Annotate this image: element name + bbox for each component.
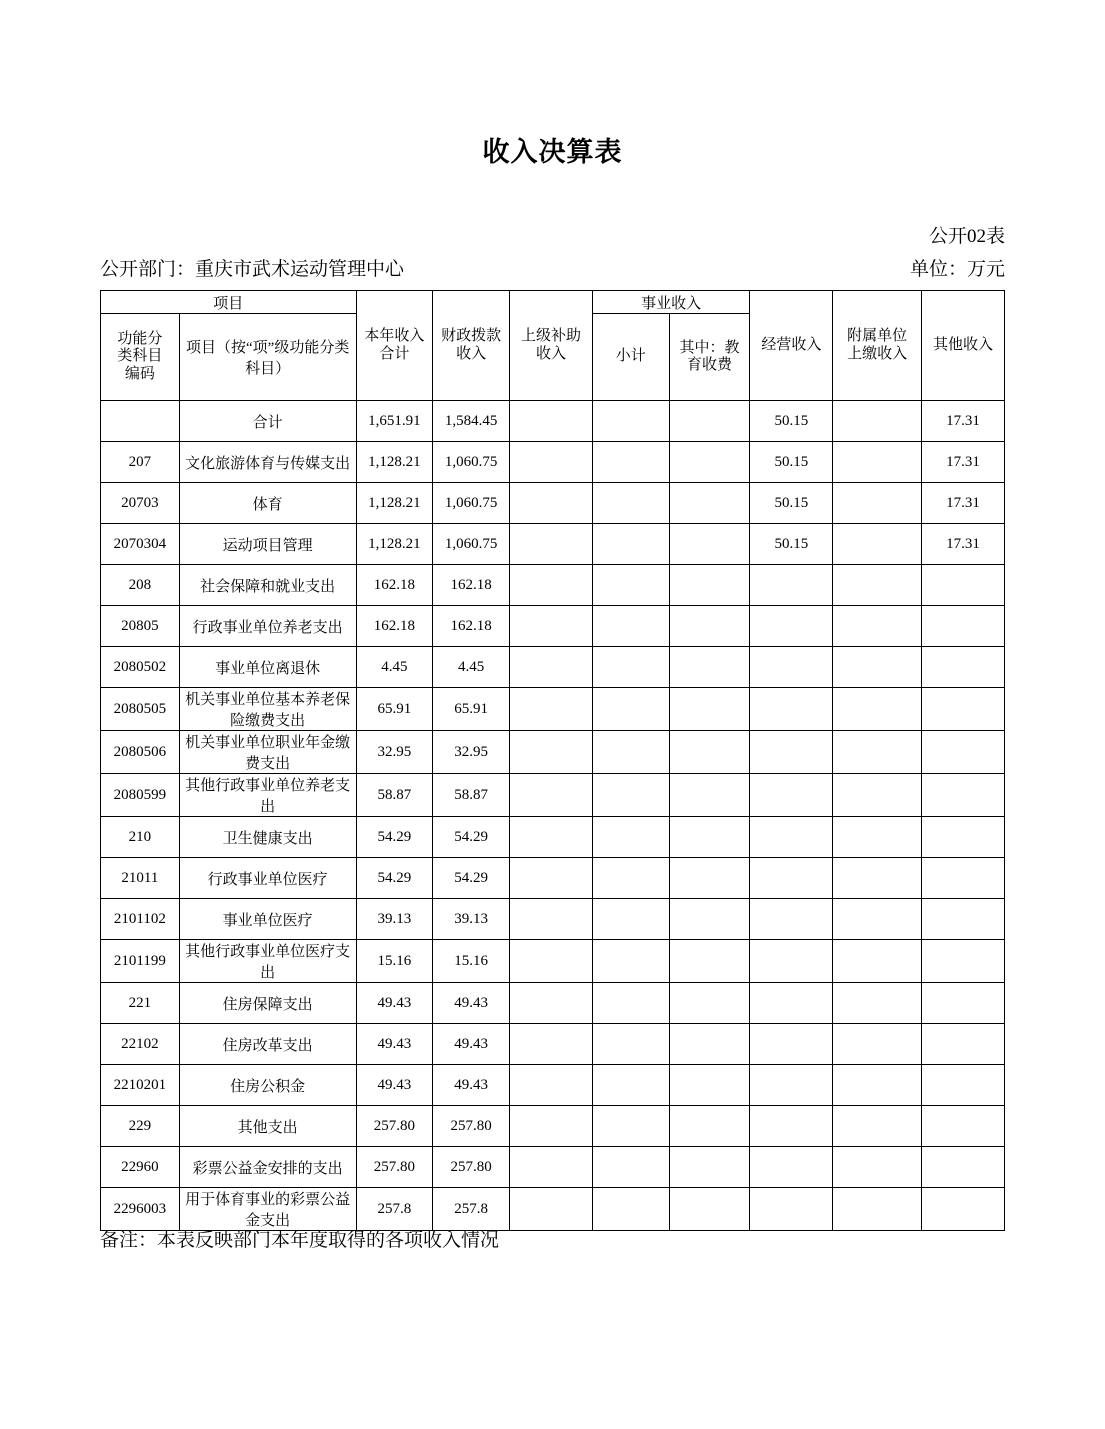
cell-other-income [922, 1065, 1005, 1106]
cell-total-income: 49.43 [356, 983, 433, 1024]
cell-superior-subsidy [510, 565, 593, 606]
table-row [101, 401, 1005, 442]
cell-other-income: 17.31 [922, 524, 1005, 565]
cell-affiliate-payment [833, 565, 922, 606]
table-row [101, 817, 1005, 858]
cell-other-income: 17.31 [922, 483, 1005, 524]
cell-other-income [922, 688, 1005, 731]
table-row [101, 565, 1005, 606]
table-row [101, 731, 1005, 774]
table-row [101, 1106, 1005, 1147]
cell-superior-subsidy [510, 983, 593, 1024]
table-head [101, 291, 1005, 401]
cell-superior-subsidy [510, 524, 593, 565]
header-total-income-line2: 合计 [379, 345, 410, 362]
header-affiliate-line1: 附属单位 [847, 328, 908, 345]
cell-code: 2080599 [101, 774, 180, 817]
cell-fiscal-appropriation: 58.87 [433, 774, 510, 817]
cell-business-income [750, 858, 833, 899]
cell-business-income [750, 1188, 833, 1231]
table-row [101, 983, 1005, 1024]
cell-total-income: 1,128.21 [356, 524, 433, 565]
cell-superior-subsidy [510, 817, 593, 858]
header-fiscal-line2: 收入 [456, 345, 487, 362]
cell-item-name: 彩票公益金安排的支出 [179, 1147, 356, 1188]
cell-code: 2101102 [101, 899, 180, 940]
cell-code: 2080505 [101, 688, 180, 731]
cell-business-income [750, 983, 833, 1024]
cell-superior-subsidy [510, 1024, 593, 1065]
header-superior-subsidy [510, 291, 593, 401]
cell-total-income: 162.18 [356, 606, 433, 647]
cell-code: 2101199 [101, 940, 180, 983]
cell-career-subtotal [592, 524, 669, 565]
cell-item-name: 行政事业单位医疗 [179, 858, 356, 899]
cell-fiscal-appropriation: 49.43 [433, 983, 510, 1024]
table-row [101, 1147, 1005, 1188]
cell-other-income [922, 606, 1005, 647]
cell-edu-fee [669, 401, 750, 442]
cell-edu-fee [669, 774, 750, 817]
cell-career-subtotal [592, 1065, 669, 1106]
cell-total-income: 39.13 [356, 899, 433, 940]
cell-affiliate-payment [833, 1024, 922, 1065]
cell-other-income: 17.31 [922, 401, 1005, 442]
cell-code: 20805 [101, 606, 180, 647]
cell-item-name: 其他支出 [179, 1106, 356, 1147]
cell-affiliate-payment [833, 483, 922, 524]
cell-career-subtotal [592, 774, 669, 817]
table-row [101, 647, 1005, 688]
cell-fiscal-appropriation: 54.29 [433, 817, 510, 858]
cell-affiliate-payment [833, 817, 922, 858]
cell-code: 2080502 [101, 647, 180, 688]
cell-career-subtotal [592, 401, 669, 442]
cell-career-subtotal [592, 731, 669, 774]
cell-total-income: 1,651.91 [356, 401, 433, 442]
cell-total-income: 49.43 [356, 1065, 433, 1106]
cell-superior-subsidy [510, 858, 593, 899]
header-business-income: 经营收入 [750, 291, 833, 401]
cell-other-income [922, 731, 1005, 774]
cell-code: 20703 [101, 483, 180, 524]
cell-other-income [922, 899, 1005, 940]
cell-business-income [750, 1065, 833, 1106]
cell-other-income [922, 983, 1005, 1024]
table-body [101, 401, 1005, 1231]
cell-superior-subsidy [510, 731, 593, 774]
cell-total-income: 257.80 [356, 1106, 433, 1147]
cell-fiscal-appropriation: 1,060.75 [433, 524, 510, 565]
cell-career-subtotal [592, 606, 669, 647]
table-header-group-row [101, 291, 1005, 314]
cell-affiliate-payment [833, 442, 922, 483]
cell-item-name: 运动项目管理 [179, 524, 356, 565]
cell-fiscal-appropriation: 1,060.75 [433, 442, 510, 483]
header-total-income-line1: 本年收入 [364, 328, 425, 345]
cell-item-name: 社会保障和就业支出 [179, 565, 356, 606]
header-edu-fee-line1: 其中：教 [679, 339, 740, 356]
header-function-code-line1: 功能分 [117, 331, 163, 348]
cell-item-name: 文化旅游体育与传媒支出 [179, 442, 356, 483]
cell-superior-subsidy [510, 1106, 593, 1147]
cell-business-income [750, 940, 833, 983]
cell-code: 21011 [101, 858, 180, 899]
form-number: 公开02表 [928, 226, 1005, 247]
cell-superior-subsidy [510, 1065, 593, 1106]
table-row [101, 899, 1005, 940]
cell-edu-fee [669, 1147, 750, 1188]
cell-affiliate-payment [833, 401, 922, 442]
cell-affiliate-payment [833, 774, 922, 817]
cell-career-subtotal [592, 1188, 669, 1231]
cell-edu-fee [669, 731, 750, 774]
cell-code: 2080506 [101, 731, 180, 774]
cell-business-income [750, 1147, 833, 1188]
cell-career-subtotal [592, 688, 669, 731]
cell-total-income: 54.29 [356, 817, 433, 858]
cell-fiscal-appropriation: 49.43 [433, 1065, 510, 1106]
cell-business-income [750, 688, 833, 731]
cell-code: 210 [101, 817, 180, 858]
cell-code: 221 [101, 983, 180, 1024]
cell-total-income: 65.91 [356, 688, 433, 731]
cell-affiliate-payment [833, 940, 922, 983]
header-total-income [356, 291, 433, 401]
cell-item-name: 其他行政事业单位养老支出 [179, 774, 356, 817]
cell-fiscal-appropriation: 15.16 [433, 940, 510, 983]
cell-other-income [922, 1106, 1005, 1147]
cell-affiliate-payment [833, 688, 922, 731]
cell-affiliate-payment [833, 1188, 922, 1231]
cell-edu-fee [669, 940, 750, 983]
cell-other-income: 17.31 [922, 442, 1005, 483]
table-row [101, 1024, 1005, 1065]
cell-total-income: 49.43 [356, 1024, 433, 1065]
cell-total-income: 4.45 [356, 647, 433, 688]
cell-edu-fee [669, 858, 750, 899]
header-career-income-group: 事业收入 [592, 291, 750, 314]
header-superior-line2: 收入 [535, 345, 566, 362]
cell-fiscal-appropriation: 1,060.75 [433, 483, 510, 524]
header-affiliate-payment [833, 291, 922, 401]
cell-business-income [750, 606, 833, 647]
table-row [101, 940, 1005, 983]
cell-edu-fee [669, 442, 750, 483]
cell-superior-subsidy [510, 899, 593, 940]
cell-fiscal-appropriation: 257.80 [433, 1147, 510, 1188]
cell-career-subtotal [592, 1106, 669, 1147]
cell-edu-fee [669, 899, 750, 940]
cell-business-income [750, 731, 833, 774]
cell-item-name: 住房公积金 [179, 1065, 356, 1106]
cell-business-income [750, 1106, 833, 1147]
cell-fiscal-appropriation: 257.80 [433, 1106, 510, 1147]
cell-career-subtotal [592, 565, 669, 606]
table-note: 备注：本表反映部门本年度取得的各项收入情况 [100, 1230, 500, 1251]
cell-code [101, 401, 180, 442]
cell-edu-fee [669, 688, 750, 731]
cell-fiscal-appropriation: 32.95 [433, 731, 510, 774]
cell-affiliate-payment [833, 731, 922, 774]
header-item-name: 项目（按“项”级功能分类科目） [179, 314, 356, 401]
header-fiscal-line1: 财政拨款 [441, 328, 502, 345]
cell-total-income: 257.80 [356, 1147, 433, 1188]
cell-edu-fee [669, 483, 750, 524]
cell-business-income [750, 1024, 833, 1065]
cell-edu-fee [669, 1188, 750, 1231]
cell-business-income: 50.15 [750, 483, 833, 524]
header-item-group: 项目 [101, 291, 357, 314]
cell-total-income: 257.8 [356, 1188, 433, 1231]
cell-item-name: 事业单位离退休 [179, 647, 356, 688]
header-edu-fee [669, 314, 750, 401]
cell-item-name: 合计 [179, 401, 356, 442]
cell-career-subtotal [592, 983, 669, 1024]
cell-edu-fee [669, 817, 750, 858]
cell-total-income: 162.18 [356, 565, 433, 606]
cell-fiscal-appropriation: 257.8 [433, 1188, 510, 1231]
cell-business-income: 50.15 [750, 442, 833, 483]
cell-affiliate-payment [833, 1106, 922, 1147]
cell-edu-fee [669, 565, 750, 606]
cell-code: 2070304 [101, 524, 180, 565]
cell-career-subtotal [592, 858, 669, 899]
header-function-code-line3: 编码 [124, 365, 155, 382]
cell-code: 22102 [101, 1024, 180, 1065]
department-label: 公开部门：重庆市武术运动管理中心 [100, 259, 405, 280]
cell-fiscal-appropriation: 49.43 [433, 1024, 510, 1065]
cell-career-subtotal [592, 483, 669, 524]
cell-item-name: 行政事业单位养老支出 [179, 606, 356, 647]
header-function-code-line2: 类科目 [117, 348, 163, 365]
cell-superior-subsidy [510, 1147, 593, 1188]
cell-superior-subsidy [510, 940, 593, 983]
cell-affiliate-payment [833, 858, 922, 899]
cell-superior-subsidy [510, 401, 593, 442]
cell-other-income [922, 774, 1005, 817]
cell-other-income [922, 1188, 1005, 1231]
cell-business-income [750, 565, 833, 606]
cell-total-income: 15.16 [356, 940, 433, 983]
table-row [101, 483, 1005, 524]
cell-code: 208 [101, 565, 180, 606]
cell-business-income: 50.15 [750, 524, 833, 565]
cell-code: 2210201 [101, 1065, 180, 1106]
cell-other-income [922, 817, 1005, 858]
cell-code: 229 [101, 1106, 180, 1147]
cell-other-income [922, 565, 1005, 606]
cell-superior-subsidy [510, 688, 593, 731]
cell-item-name: 用于体育事业的彩票公益金支出 [179, 1188, 356, 1231]
income-settlement-table [100, 290, 1005, 1231]
table-row [101, 858, 1005, 899]
cell-affiliate-payment [833, 647, 922, 688]
cell-item-name: 体育 [179, 483, 356, 524]
cell-superior-subsidy [510, 483, 593, 524]
table-row [101, 688, 1005, 731]
cell-affiliate-payment [833, 606, 922, 647]
cell-fiscal-appropriation: 39.13 [433, 899, 510, 940]
cell-total-income: 1,128.21 [356, 442, 433, 483]
header-career-subtotal: 小计 [592, 314, 669, 401]
cell-affiliate-payment [833, 899, 922, 940]
cell-affiliate-payment [833, 983, 922, 1024]
page-title: 收入决算表 [482, 137, 623, 167]
cell-fiscal-appropriation: 4.45 [433, 647, 510, 688]
header-function-code [101, 314, 180, 401]
cell-career-subtotal [592, 940, 669, 983]
cell-superior-subsidy [510, 774, 593, 817]
cell-career-subtotal [592, 442, 669, 483]
cell-superior-subsidy [510, 647, 593, 688]
cell-superior-subsidy [510, 606, 593, 647]
cell-superior-subsidy [510, 1188, 593, 1231]
cell-other-income [922, 1024, 1005, 1065]
cell-total-income: 54.29 [356, 858, 433, 899]
table-row [101, 1065, 1005, 1106]
cell-total-income: 1,128.21 [356, 483, 433, 524]
cell-total-income: 32.95 [356, 731, 433, 774]
header-other-income: 其他收入 [922, 291, 1005, 401]
table-row [101, 606, 1005, 647]
cell-edu-fee [669, 524, 750, 565]
cell-fiscal-appropriation: 162.18 [433, 606, 510, 647]
cell-item-name: 卫生健康支出 [179, 817, 356, 858]
cell-career-subtotal [592, 647, 669, 688]
cell-item-name: 机关事业单位基本养老保险缴费支出 [179, 688, 356, 731]
cell-career-subtotal [592, 899, 669, 940]
cell-other-income [922, 940, 1005, 983]
cell-item-name: 住房改革支出 [179, 1024, 356, 1065]
cell-fiscal-appropriation: 65.91 [433, 688, 510, 731]
cell-career-subtotal [592, 1147, 669, 1188]
cell-item-name: 住房保障支出 [179, 983, 356, 1024]
cell-affiliate-payment [833, 1065, 922, 1106]
cell-fiscal-appropriation: 54.29 [433, 858, 510, 899]
cell-code: 22960 [101, 1147, 180, 1188]
table-row [101, 774, 1005, 817]
cell-edu-fee [669, 1065, 750, 1106]
header-edu-fee-line2: 育收费 [687, 357, 733, 373]
cell-item-name: 机关事业单位职业年金缴费支出 [179, 731, 356, 774]
cell-edu-fee [669, 606, 750, 647]
cell-career-subtotal [592, 1024, 669, 1065]
cell-business-income [750, 774, 833, 817]
cell-business-income: 50.15 [750, 401, 833, 442]
header-affiliate-line2: 上缴收入 [847, 345, 908, 362]
table-row [101, 442, 1005, 483]
cell-superior-subsidy [510, 442, 593, 483]
unit-label: 单位：万元 [909, 259, 1005, 280]
cell-business-income [750, 899, 833, 940]
cell-code: 2296003 [101, 1188, 180, 1231]
cell-edu-fee [669, 647, 750, 688]
cell-edu-fee [669, 1024, 750, 1065]
cell-other-income [922, 647, 1005, 688]
cell-fiscal-appropriation: 1,584.45 [433, 401, 510, 442]
cell-other-income [922, 1147, 1005, 1188]
cell-fiscal-appropriation: 162.18 [433, 565, 510, 606]
cell-affiliate-payment [833, 524, 922, 565]
header-superior-line1: 上级补助 [520, 328, 581, 345]
cell-total-income: 58.87 [356, 774, 433, 817]
cell-item-name: 事业单位医疗 [179, 899, 356, 940]
cell-career-subtotal [592, 817, 669, 858]
cell-edu-fee [669, 1106, 750, 1147]
table-row [101, 524, 1005, 565]
cell-item-name: 其他行政事业单位医疗支出 [179, 940, 356, 983]
cell-edu-fee [669, 983, 750, 1024]
cell-code: 207 [101, 442, 180, 483]
cell-business-income [750, 647, 833, 688]
cell-business-income [750, 817, 833, 858]
header-fiscal-appropriation [433, 291, 510, 401]
cell-other-income [922, 858, 1005, 899]
cell-affiliate-payment [833, 1147, 922, 1188]
